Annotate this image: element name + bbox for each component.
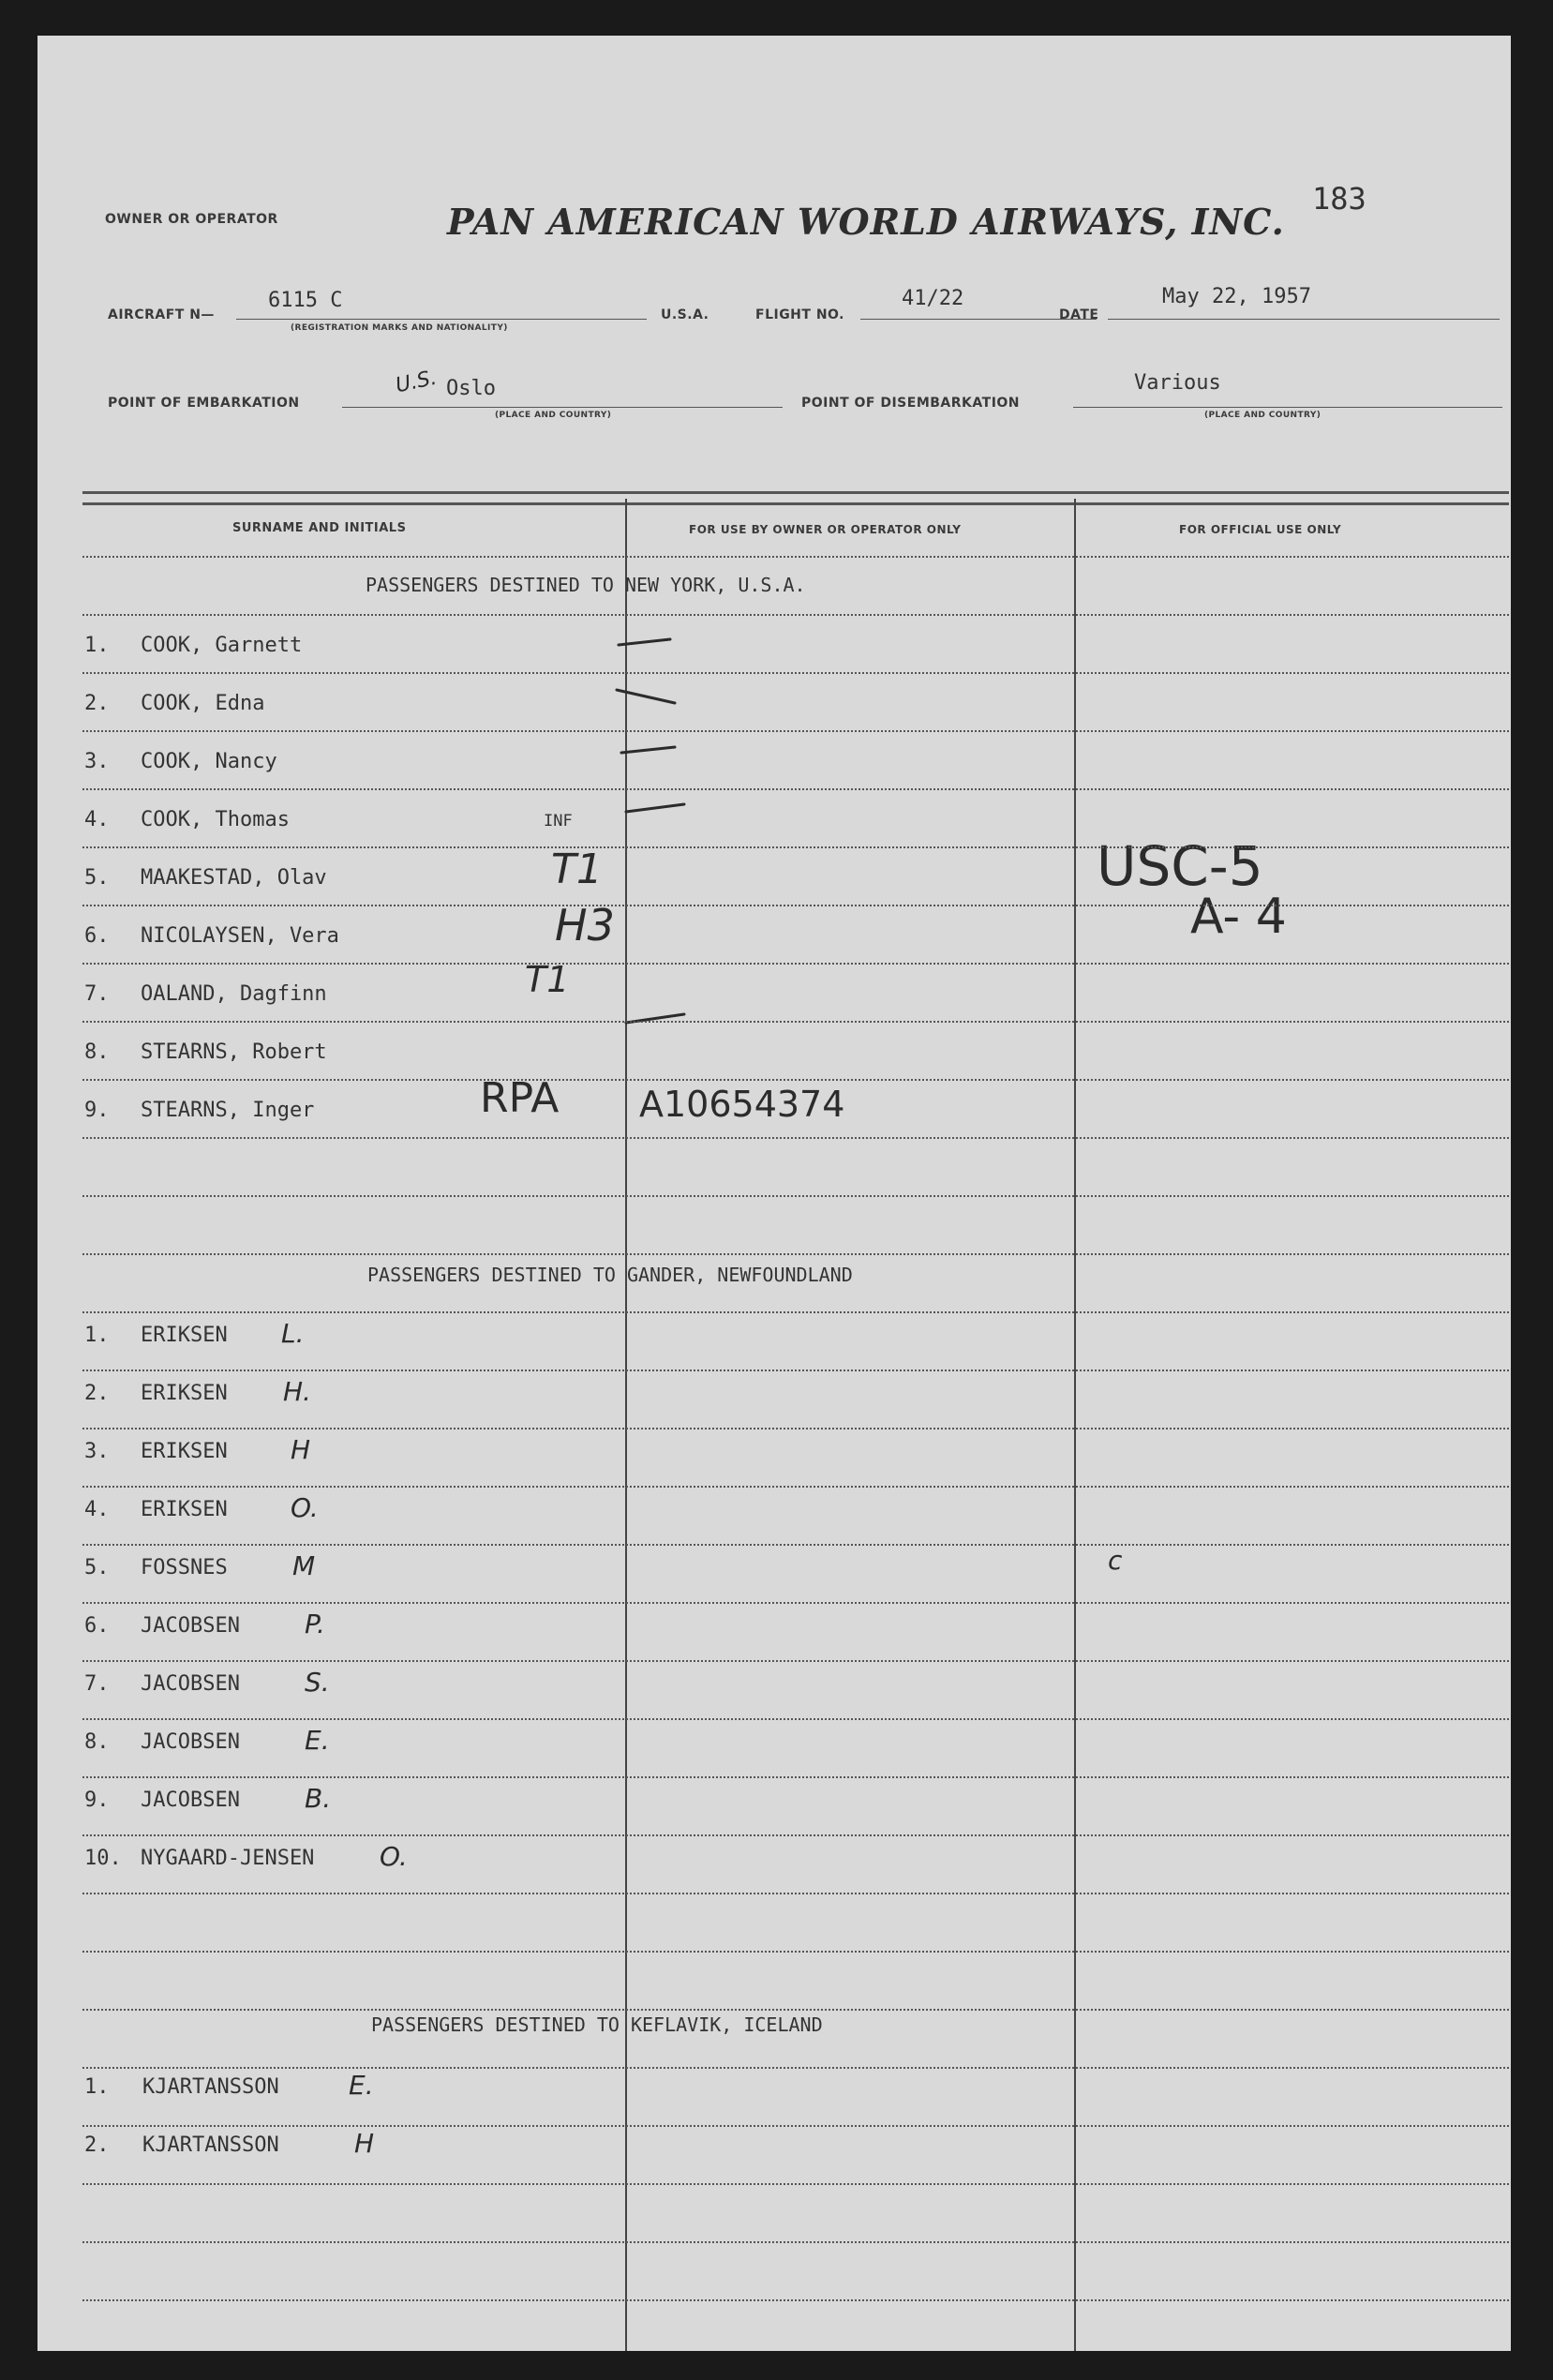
dash-mark xyxy=(621,747,675,753)
inf-note: INF xyxy=(544,812,573,831)
row-line xyxy=(82,1311,1509,1313)
row-line xyxy=(82,556,1509,558)
passenger-initial: P. xyxy=(305,1609,325,1639)
list-item-number: 8. xyxy=(84,1730,110,1754)
registration-caption: (REGISTRATION MARKS AND NATIONALITY) xyxy=(291,323,508,333)
row-line xyxy=(82,1021,1509,1023)
passenger-name: COOK, Garnett xyxy=(141,634,303,657)
list-item-number: 5. xyxy=(84,1556,110,1579)
flight-value: 41/22 xyxy=(902,287,964,310)
aircraft-value: 6115 C xyxy=(268,289,343,312)
list-item-number: 1. xyxy=(84,1324,110,1347)
row-line xyxy=(82,1428,1509,1429)
col-owner-header: FOR USE BY OWNER OR OPERATOR ONLY xyxy=(689,523,962,536)
passenger-initial: H xyxy=(354,2128,375,2159)
passenger-name: JACOBSEN xyxy=(141,1789,240,1812)
passenger-name: ERIKSEN xyxy=(141,1498,228,1521)
row-line xyxy=(82,1195,1509,1197)
list-item-number: 2. xyxy=(84,1382,110,1405)
passenger-name: OALAND, Dagfinn xyxy=(141,982,327,1006)
row-line xyxy=(82,1544,1509,1546)
section-heading-keflavik: PASSENGERS DESTINED TO KEFLAVIK, ICELAND xyxy=(371,2013,823,2036)
row-line xyxy=(82,1137,1509,1139)
passenger-initial: L. xyxy=(281,1318,305,1349)
row-line xyxy=(82,1893,1509,1894)
row-line xyxy=(82,1602,1509,1604)
passenger-name: NICOLAYSEN, Vera xyxy=(141,924,339,948)
row-line xyxy=(82,1253,1509,1255)
col-surname-header: SURNAME AND INITIALS xyxy=(232,521,407,535)
list-item-number: 1. xyxy=(84,634,110,657)
list-item-number: 7. xyxy=(84,982,110,1006)
passenger-name: COOK, Edna xyxy=(141,692,265,715)
official-mark: c xyxy=(1108,1545,1123,1576)
row-line xyxy=(82,2299,1509,2301)
row-line xyxy=(82,1776,1509,1778)
company-name: PAN AMERICAN WORLD AIRWAYS, INC. xyxy=(447,201,1285,243)
row-line xyxy=(82,614,1509,616)
list-item-number: 9. xyxy=(84,1099,110,1122)
embark-underline xyxy=(342,407,783,408)
passenger-initial: S. xyxy=(305,1667,330,1698)
date-value: May 22, 1957 xyxy=(1162,285,1311,308)
list-item-number: 4. xyxy=(84,808,110,831)
row-line xyxy=(82,2183,1509,2185)
table-top-rule xyxy=(82,491,1509,505)
passenger-initial: H xyxy=(291,1434,311,1465)
passenger-name: JACOBSEN xyxy=(141,1614,240,1638)
official-note-1: USC-5 xyxy=(1097,834,1263,898)
alien-number-note: A10654374 xyxy=(639,1084,845,1125)
row-line xyxy=(82,1834,1509,1836)
passenger-name: STEARNS, Robert xyxy=(141,1040,327,1064)
column-divider-2 xyxy=(1074,499,1076,2351)
date-label: DATE xyxy=(1059,307,1099,322)
row-line xyxy=(82,2125,1509,2127)
rpa-note: RPA xyxy=(480,1074,560,1122)
list-item-number: 6. xyxy=(84,1614,110,1638)
manifest-sheet xyxy=(37,36,1511,2351)
official-note-2: A- 4 xyxy=(1190,889,1287,945)
passenger-name: STEARNS, Inger xyxy=(141,1099,315,1122)
passenger-name: ERIKSEN xyxy=(141,1440,228,1463)
list-item-number: 9. xyxy=(84,1789,110,1812)
row-line xyxy=(82,1951,1509,1953)
aircraft-label: AIRCRAFT N— xyxy=(108,307,215,322)
dash-mark xyxy=(619,639,670,645)
row-line xyxy=(82,2067,1509,2069)
dash-mark xyxy=(617,690,675,703)
list-item-number: 2. xyxy=(84,2133,110,2157)
owner-label: OWNER OR OPERATOR xyxy=(105,212,278,227)
section-heading-new-york: PASSENGERS DESTINED TO NEW YORK, U.S.A. xyxy=(366,574,806,596)
passenger-name: COOK, Nancy xyxy=(141,750,277,773)
passenger-initial: O. xyxy=(291,1492,319,1523)
col-official-header: FOR OFFICIAL USE ONLY xyxy=(1179,523,1342,536)
section-heading-gander: PASSENGERS DESTINED TO GANDER, NEWFOUNDLAND xyxy=(367,1264,853,1286)
row-line xyxy=(82,846,1509,848)
passenger-initial: H. xyxy=(283,1376,311,1407)
list-item-number: 3. xyxy=(84,750,110,773)
page-number: 183 xyxy=(1312,181,1366,217)
list-item-number: 5. xyxy=(84,866,110,890)
dash-mark xyxy=(626,804,684,812)
passenger-name: COOK, Thomas xyxy=(141,808,290,831)
embark-caption: (PLACE AND COUNTRY) xyxy=(495,411,612,420)
disembark-label: POINT OF DISEMBARKATION xyxy=(801,396,1021,411)
row-line xyxy=(82,672,1509,674)
aircraft-underline xyxy=(236,319,647,320)
passenger-name: KJARTANSSON xyxy=(142,2075,279,2099)
list-item-number: 2. xyxy=(84,692,110,715)
list-item-number: 6. xyxy=(84,924,110,948)
passenger-name: ERIKSEN xyxy=(141,1382,228,1405)
h3-note: H3 xyxy=(555,900,615,951)
disembark-underline xyxy=(1073,407,1502,408)
passenger-initial: E. xyxy=(305,1725,330,1756)
passenger-initial: B. xyxy=(305,1783,332,1814)
list-item-number: 3. xyxy=(84,1440,110,1463)
row-line xyxy=(82,2241,1509,2243)
row-line xyxy=(82,905,1509,906)
row-line xyxy=(82,1660,1509,1662)
embark-value: Oslo xyxy=(446,377,496,400)
passenger-initial: E. xyxy=(349,2070,374,2101)
passenger-name: FOSSNES xyxy=(141,1556,228,1579)
row-line xyxy=(82,788,1509,790)
row-line xyxy=(82,1486,1509,1488)
passenger-initial: M xyxy=(292,1550,316,1581)
t1-note: T1 xyxy=(551,846,603,893)
list-item-number: 8. xyxy=(84,1040,110,1064)
passenger-name: JACOBSEN xyxy=(141,1672,240,1696)
passenger-name: MAAKESTAD, Olav xyxy=(141,866,327,890)
row-line xyxy=(82,1370,1509,1371)
disembark-value: Various xyxy=(1134,371,1221,395)
list-item-number: 1. xyxy=(84,2075,110,2099)
list-item-number: 4. xyxy=(84,1498,110,1521)
row-line xyxy=(82,1718,1509,1720)
passenger-initial: O. xyxy=(380,1841,408,1872)
usa-label: U.S.A. xyxy=(661,307,709,322)
disembark-caption: (PLACE AND COUNTRY) xyxy=(1204,411,1322,420)
row-line xyxy=(82,1079,1509,1081)
embark-label: POINT OF EMBARKATION xyxy=(108,396,300,411)
row-line xyxy=(82,963,1509,965)
t1b-note: T1 xyxy=(525,959,570,1000)
passenger-name: KJARTANSSON xyxy=(142,2133,279,2157)
embark-handwritten: U.S. xyxy=(393,366,440,398)
list-item-number: 7. xyxy=(84,1672,110,1696)
passenger-name: NYGAARD-JENSEN xyxy=(141,1847,315,1870)
list-item-number: 10. xyxy=(84,1847,122,1870)
handwritten-dash-marks xyxy=(562,626,750,1048)
row-line xyxy=(82,2009,1509,2011)
passenger-name: ERIKSEN xyxy=(141,1324,228,1347)
passenger-name: JACOBSEN xyxy=(141,1730,240,1754)
row-line xyxy=(82,730,1509,732)
flight-label: FLIGHT NO. xyxy=(755,307,844,322)
date-underline xyxy=(1108,319,1500,320)
